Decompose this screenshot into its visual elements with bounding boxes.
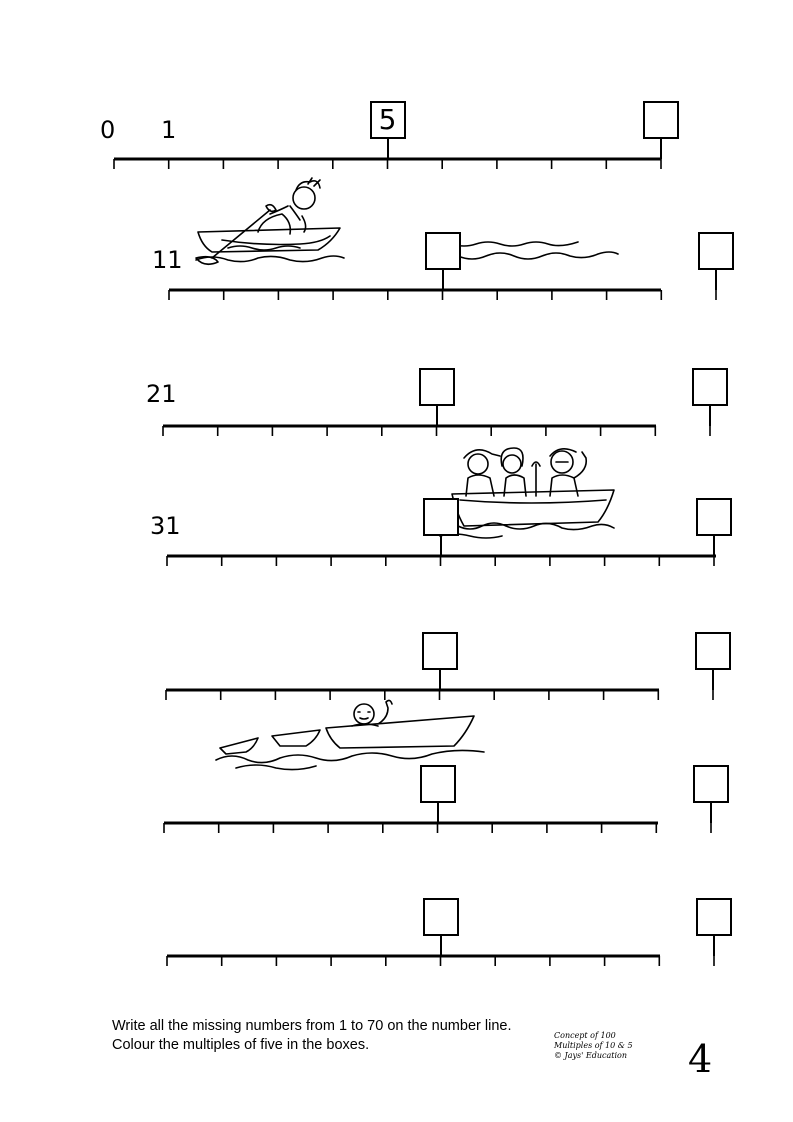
credit-line: Concept of 100 xyxy=(554,1031,616,1040)
box-stem xyxy=(437,803,439,823)
credit-line: © Jays' Education xyxy=(554,1051,627,1060)
box-stem xyxy=(713,536,715,556)
box-stem xyxy=(436,406,438,426)
box-stem xyxy=(442,270,444,290)
middle-answer-box[interactable] xyxy=(423,898,459,936)
box-stem xyxy=(387,139,389,159)
box-stem xyxy=(715,270,717,290)
box-stem xyxy=(660,139,662,159)
box-stem xyxy=(713,936,715,956)
box-stem xyxy=(439,670,441,690)
end-answer-box[interactable] xyxy=(696,498,732,536)
number-line-start-label: 11 xyxy=(152,246,183,274)
middle-answer-box[interactable] xyxy=(425,232,461,270)
middle-answer-box[interactable] xyxy=(422,632,458,670)
end-answer-box[interactable] xyxy=(643,101,679,139)
end-answer-box[interactable] xyxy=(695,632,731,670)
box-stem xyxy=(709,406,711,426)
number-line-start-label: 31 xyxy=(150,512,181,540)
box-stem xyxy=(710,803,712,823)
credit-line: Multiples of 10 & 5 xyxy=(554,1041,633,1050)
end-answer-box[interactable] xyxy=(698,232,734,270)
box-stem xyxy=(440,536,442,556)
end-answer-box[interactable] xyxy=(693,765,729,803)
end-answer-box[interactable] xyxy=(692,368,728,406)
instruction-line: Write all the missing numbers from 1 to 70 on the number line. xyxy=(112,1018,512,1034)
number-line-start-label: 1 xyxy=(161,116,177,144)
middle-answer-box[interactable] xyxy=(419,368,455,406)
number-line-start-label: 21 xyxy=(146,380,177,408)
instructions xyxy=(112,1017,511,1055)
page-number: 4 xyxy=(688,1037,713,1081)
middle-answer-box[interactable] xyxy=(423,498,459,536)
number-line-start-label: 0 xyxy=(100,116,116,144)
instruction-line: Colour the multiples of five in the boxes. xyxy=(112,1037,370,1053)
box-stem xyxy=(440,936,442,956)
box-stem xyxy=(712,670,714,690)
end-answer-box[interactable] xyxy=(696,898,732,936)
middle-answer-box[interactable] xyxy=(420,765,456,803)
middle-answer-box[interactable]: 5 xyxy=(370,101,406,139)
credit xyxy=(554,1031,633,1061)
